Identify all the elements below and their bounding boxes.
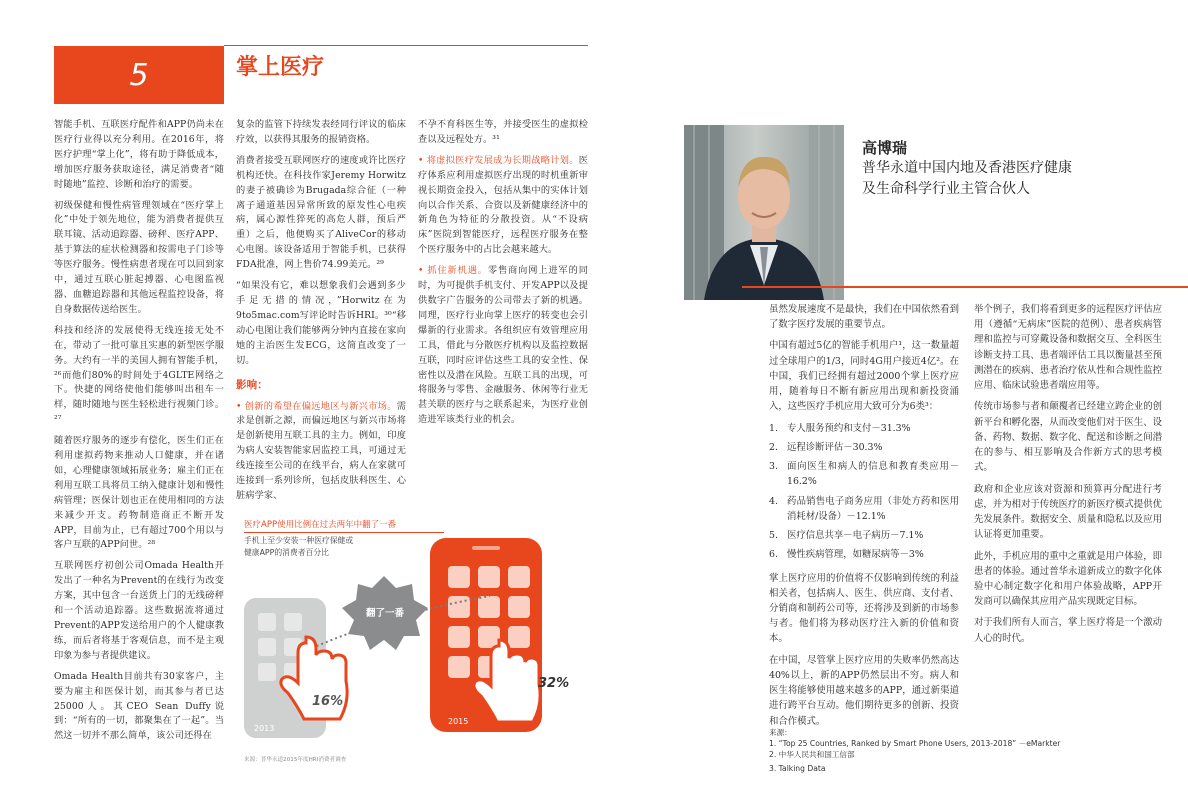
paragraph: 在中国，尽管掌上医疗应用的失败率仍然高达40%以上，新的APP仍然层出不穷。病人和医生将能够使用越来越多的APP，通过新渠道进行跨平台互动。他们期待更多的创新、投资和合作模式。 [769,654,959,727]
paragraph: 举个例子，我们将看到更多的远程医疗评估应用（遵循“无病床”医院的范例）、患者疾病管理和监控与可穿戴设备和数据交互、全科医生诊断支持工具、患者端评估工具以衡量甚至预测潜在的疾病、患者治疗依从性和合规性监控应用、临床试验患者端应用等。 [974,304,1162,392]
category-list [769,421,959,563]
bullet-text: 需求是创新之源，而偏远地区与新兴市场将是创新使用互联工具的主力。例如，印度为病人安装智能家居监控工具，可通过无线连接至公司的在线平台，病人在家就可连接到一系列诊所，包括皮肤科医生、心脏病学家、 [236,400,406,501]
profile-name: 高博瑞 [862,139,908,157]
paragraph: “如果没有它，难以想象我们会遇到多少手足无措的情况，”Horwitz在为9to5mac.com写评论时告诉HRI。³⁰“移动心电图让我们能够两分钟内直接在家向她的主治医生发ECG，这简直改变了一切。 [236,280,406,366]
header-rule [224,45,588,46]
bullet-text: 医疗体系应利用虚拟医疗出现的时机重新审视长期资金投入，包括从集中的实体计划向以合作关系、合资以及新健康经济中的新角色为特征的分散投资。从“不设病床”医院到智能医疗，远程医疗服务在整个医疗服务中的占比会越来越大。 [418,154,588,256]
chapter-number-box [54,46,224,104]
paragraph: 随着医疗服务的逐步有偿化，医生们正在利用虚拟药物来推动人口健康，并在诸如，心理健康领域拓展业务；雇主们正在利用互联工具将员工纳入健康计划和慢性病管理；医保计划也正在使用相同的方法来减少开支。药物制造商正不断开发APP，目前为止，已有超过700个用以与客户互联的APP问世。²⁸ [54,435,224,551]
source-item: 2. 中华人民共和国工信部 [769,750,855,759]
paragraph: 对于我们所有人而言，掌上医疗将是一个激动人心的时代。 [974,617,1162,644]
paragraph: 复杂的监管下持续发表经同行评议的临床疗效，以获得其服务的报销资格。 [236,119,406,145]
paragraph: 中国有超过5亿的智能手机用户¹，这一数量超过全球用户的1/3，同时4G用户接近4亿²。在中国，我们已经拥有超过2000个掌上医疗应用，随着每日不断有新应用出现和新投资涌入，这些医疗手机应用大致可分为6类³： [769,340,959,413]
body-column-3 [418,118,588,434]
bullet-label: 将虚拟医疗发展成为长期战略计划。 [426,154,579,166]
paragraph: 政府和企业应该对资源和预算再分配进行考虑，并为相对于传统医疗的新医疗模式提供优先发展条件。数据安全、质量和隐私以及应用认证将更加重要。 [974,483,1162,541]
paragraph: 科技和经济的发展使得无线连接无处不在，带动了一批可靠且实惠的新型医学服务。大约有一半的美国人拥有智能手机，²⁶而他们80%的时间处于4GLTE网络之下。快捷的网络使他们能够叫出租车一样，随时随地与医生轻松进行视频门诊。²⁷ [54,324,224,426]
paragraph: 智能手机、互联医疗配件和APP仍尚未在医疗行业得以充分利用。在2016年，将医疗护理“掌上化”，将有助于降低成本，增加医疗服务获取途径，满足消费者“随时随地”监控、诊断和治疗的需要。 [54,119,224,190]
year-2013-label: 2013 [254,724,275,733]
phones-illustration [244,518,594,768]
right-column-1 [769,302,959,735]
paragraph: 不孕不育科医生等，并接受医生的虚拟检查以及远程处方。³¹ [418,119,588,145]
right-column-2 [974,302,1162,652]
infographic [244,518,594,768]
infographic-source: 来源：普华永道2015年度HRI消费者调查 [244,757,347,763]
bullet-marker: • [418,265,428,277]
year-2015-label: 2015 [448,717,469,726]
body-column-2 [236,118,406,510]
paragraph: 互联网医疗初创公司Omada Health开发出了一种名为Prevent的在线行为改变方案，其中包含一台送货上门的无线磅秤和一个活动追踪器。这些数据流将通过Prevent的APP发送给用户的个人健康教练，而后者将基于客观信息，而不是主观印象为参与者提供建议。 [54,560,224,661]
chapter-number: 5 [129,57,149,93]
source-item: 3. Talking Data [769,764,826,773]
list-item: 5. 医疗信息共享－电子病历－7.1% [769,530,924,542]
bullet-label: 创新的希望在偏远地区与新兴市场。 [244,400,397,412]
list-item: 1. 专人服务预约和支付－31.3% [769,422,911,434]
list-item: 2. 远程诊断评估－30.3% [769,441,883,453]
paragraph: 传统市场参与者和颠覆者已经建立跨企业的创新平台和孵化器，从而改变他们对于医生、设备、药物、数据、数字化、配送和诊断之间潜在的参与、相互影响及合作新方式的思考模式。 [974,401,1162,474]
body-column-1 [54,118,224,750]
sources-heading: 来源： [769,728,792,737]
bullet-marker: • [418,154,427,166]
sources-block [769,727,1149,774]
chapter-title: 掌上医疗 [236,55,325,80]
bullet-marker: • [236,400,245,412]
portrait-illustration [684,125,844,300]
infographic-subtitle-line-2: 健康APP的消费者百分比 [244,548,329,557]
infographic-subtitle-line-1: 手机上至少安装一种医疗保健或 [244,536,354,545]
doubled-badge-label: 翻了一番 [365,608,404,619]
list-item: 3. 面向医生和病人的信息和教育类应用－16.2% [769,461,959,488]
list-item: 4. 药品销售电子商务应用（非处方药和医用消耗材/设备）－12.1% [769,495,959,522]
portrait-photo [684,125,844,300]
portrait-accent-rule [742,286,1188,288]
percent-2015: 32% [538,676,570,691]
bullet-text: 零售商向网上进军的同时，为可提供手机支付、开发APP以及提供数字广告服务的公司带去了新的机遇。同理，医疗行业向掌上医疗的转变也会引爆新的行业需求。各组织应有效管理应用工具，借此与分散医疗机构以及监控数据互联，同时应评估这些工具的安全性、保密性以及潜在风险。互联工具的出现，可将服务与零售、金融服务、休闲等行业无甚关联的医疗与之联系起来，为医疗业创造进军该类行业的机会。 [418,265,588,426]
paragraph: 消费者接受互联网医疗的速度或许比医疗机构还快。在科技作家Jeremy Horwitz的妻子被确诊为Brugada综合征（一种离子通道基因异常所致的原发性心电疾病，属心源性猝死的高危人群，预后严重）之后，他便购买了AliveCor的移动心电图。该设备适用于智能手机，已获得FDA批准，网上售价74.99美元。²⁹ [236,154,406,271]
paragraph: 此外，手机应用的重中之重就是用户体验，即患者的体验。通过普华永道新成立的数字化体验中心制定数字化和用户体验战略，APP开发商可以确保其应用产品实现既定目标。 [974,550,1162,608]
impact-subheading: 影响： [236,378,268,391]
profile-role-line-1: 普华永道中国内地及香港医疗健康 [862,160,1072,176]
bullet-paragraph [418,154,588,258]
list-item: 6. 慢性疾病管理，如糖尿病等－3% [769,549,924,561]
paragraph: Omada Health目前共有30家客户，主要为雇主和医保计划，而其参与者已达25000人。其CEO Sean Duffy说到：“所有的一切，都聚集在了一起”。当然这一切并不那么简单，该公司还得在 [54,670,224,742]
bullet-paragraph [418,264,588,428]
bullet-label: 抓住新机遇。 [427,265,488,277]
profile-role-line-2: 及生命科学行业主管合伙人 [862,181,1030,197]
paragraph: 初级保健和慢性病管理领域在“医疗掌上化”中处于领先地位，能为消费者提供互联耳镜、活动追踪器、磅秤、医疗APP、基于算法的症状检测器和按需电子门诊等等医疗服务。慢性病患者现在可以回到家中，通过互联心脏起搏器、心电图监视器、血糖追踪器和其他远程监控设备，将自身数据传送给医生。 [54,199,224,315]
paragraph: 掌上医疗应用的价值将不仅影响到传统的利益相关者，包括病人、医生、供应商、支付者、分销商和制药公司等，还将涉及到新的市场参与者。他们将为移动医疗注入新的价值和资本。 [769,572,959,645]
infographic-title: 医疗APP使用比例在过去两年中翻了一番 [244,518,444,533]
source-item: 1. “Top 25 Countries, Ranked by Smart Phone Users, 2013-2018” －eMarkter [769,739,1061,748]
bullet-paragraph [236,400,406,504]
percent-2013: 16% [312,694,344,709]
paragraph: 虽然发展速度不是最快，我们在中国依然看到了数字医疗发展的重要节点。 [769,304,959,331]
